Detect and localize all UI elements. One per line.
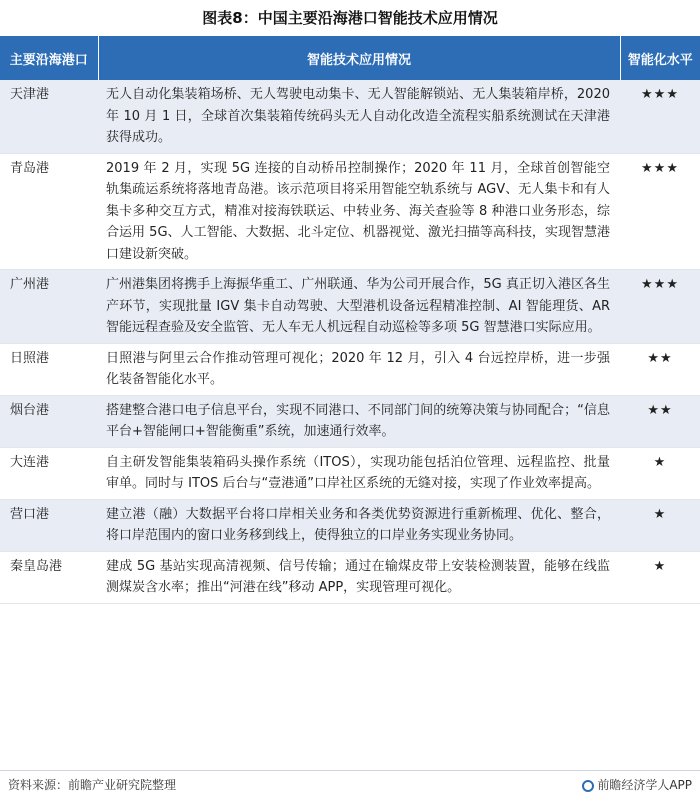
brand-text: 前瞻经济学人APP	[597, 778, 692, 792]
port-name: 大连港	[0, 447, 98, 499]
header-port: 主要沿海港口	[0, 36, 98, 80]
brand-logo-icon	[582, 780, 594, 792]
port-name: 青岛港	[0, 153, 98, 270]
smart-level: ★★	[620, 343, 700, 395]
table-header-row	[0, 36, 700, 80]
table-row	[0, 270, 700, 344]
table-row	[0, 447, 700, 499]
port-name: 天津港	[0, 80, 98, 153]
port-tech-table	[0, 36, 700, 604]
port-name: 营口港	[0, 499, 98, 551]
header-level: 智能化水平	[620, 36, 700, 80]
tech-description: 建立港（融）大数据平台将口岸相关业务和各类优势资源进行重新梳理、优化、整合，将口岸范围内的窗口业务移到线上，使得独立的口岸业务实现业务协同。	[98, 499, 620, 551]
smart-level: ★	[620, 447, 700, 499]
smart-level: ★★★	[620, 80, 700, 153]
port-name: 秦皇岛港	[0, 551, 98, 603]
smart-level: ★	[620, 551, 700, 603]
smart-level: ★★★	[620, 270, 700, 344]
tech-description: 无人自动化集装箱场桥、无人驾驶电动集卡、无人智能解锁站、无人集装箱岸桥，2020 年 10 月 1 日，全球首次集装箱传统码头无人自动化改造全流程实船系统测试在天津港获得成功。	[98, 80, 620, 153]
tech-description: 建成 5G 基站实现高清视频、信号传输；通过在输煤皮带上安装检测装置，能够在线监测煤炭含水率；推出“河港在线”移动 APP，实现管理可视化。	[98, 551, 620, 603]
header-tech: 智能技术应用情况	[98, 36, 620, 80]
figure-title: 图表8：中国主要沿海港口智能技术应用情况	[202, 9, 498, 27]
tech-description: 自主研发智能集装箱码头操作系统（ITOS），实现功能包括泊位管理、远程监控、批量审单。同时与 ITOS 后台与“壹港通”口岸社区系统的无缝对接，实现了作业效率提高。	[98, 447, 620, 499]
table-row	[0, 343, 700, 395]
tech-description: 日照港与阿里云合作推动管理可视化；2020 年 12 月，引入 4 台远控岸桥，进一步强化装备智能化水平。	[98, 343, 620, 395]
source-note: 资料来源：前瞻产业研究院整理	[8, 778, 177, 792]
smart-level: ★	[620, 499, 700, 551]
table-row	[0, 499, 700, 551]
table-row	[0, 80, 700, 153]
smart-level: ★★★	[620, 153, 700, 270]
tech-description: 2019 年 2 月，实现 5G 连接的自动桥吊控制操作；2020 年 11 月，全球首创智能空轨集疏运系统将落地青岛港。该示范项目将采用智能空轨系统与 AGV、无人集卡和有人集卡多种交互方式，精准对接海铁联运、中转业务、海关查验等 8 种港口业务形态，综合运用 5G、人工智能、大数据、北斗定位、机器视觉、激光扫描等高科技，实现智慧港口建设新突破。	[98, 153, 620, 270]
tech-description: 广州港集团将携手上海振华重工、广州联通、华为公司开展合作，5G 真正切入港区各生产环节，实现批量 IGV 集卡自动驾驶、大型港机设备远程精准控制、AI 智能理货、AR 智能远程查验及安全监管、无人车无人机远程自动巡检等多项 5G 智慧港口实际应用。	[98, 270, 620, 344]
brand-label	[582, 771, 692, 800]
port-name: 日照港	[0, 343, 98, 395]
table-row	[0, 395, 700, 447]
table-row	[0, 551, 700, 603]
port-name: 广州港	[0, 270, 98, 344]
port-name: 烟台港	[0, 395, 98, 447]
tech-description: 搭建整合港口电子信息平台，实现不同港口、不同部门间的统筹决策与协同配合；“信息平台+智能闸口+智能衡重”系统，加速通行效率。	[98, 395, 620, 447]
smart-level: ★★	[620, 395, 700, 447]
table-row	[0, 153, 700, 270]
footer	[0, 770, 700, 800]
